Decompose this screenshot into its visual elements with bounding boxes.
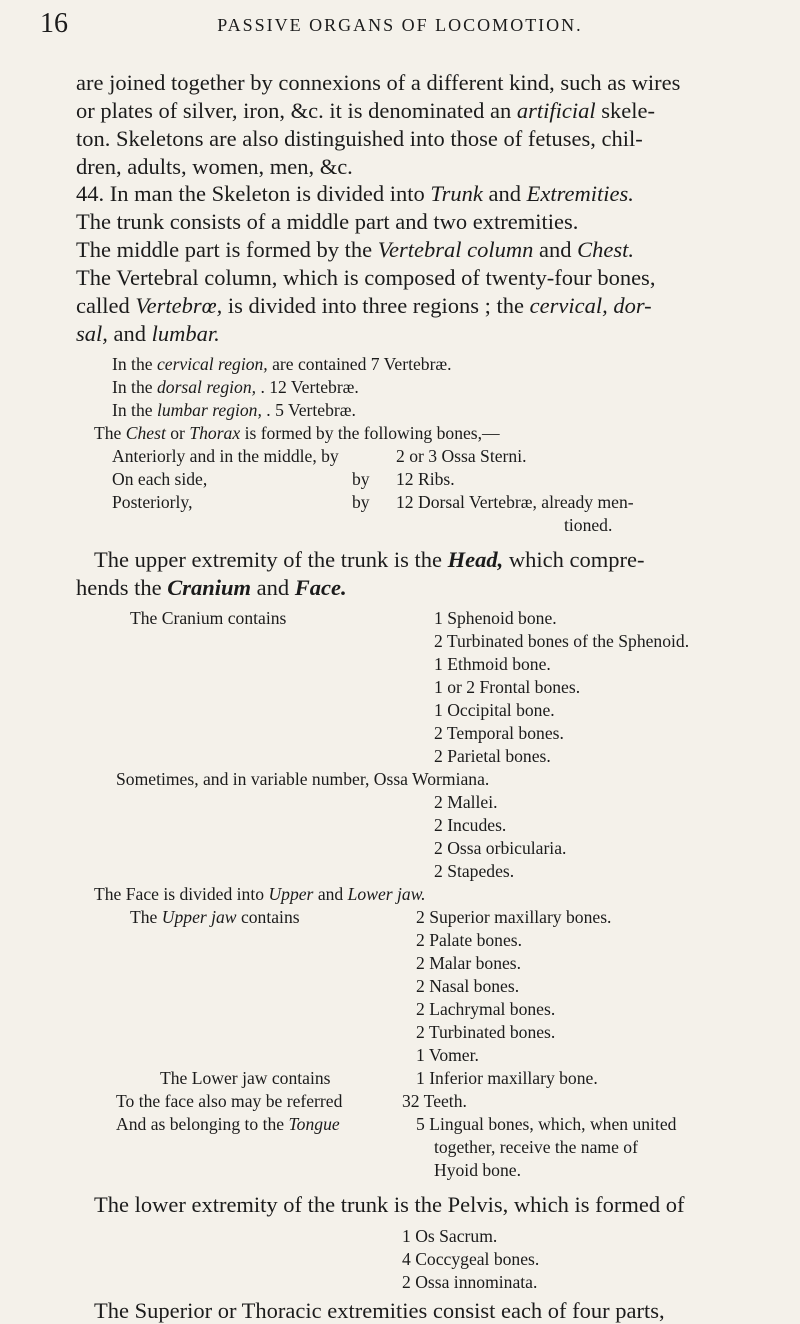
section-44-line-1: 44. In man the Skeleton is divided into Trunk and Extremities. bbox=[76, 181, 634, 206]
cranium-item: 1 Ethmoid bone. bbox=[434, 654, 551, 674]
intro-line-3: ton. Skeletons are also distinguished into those of fetuses, chil- bbox=[76, 126, 643, 151]
page-header bbox=[0, 8, 800, 48]
ossa-wormiana-line: Sometimes, and in variable number, Ossa Wormiana. bbox=[116, 769, 490, 789]
teeth-item: 32 Teeth. bbox=[402, 1091, 467, 1111]
running-title: PASSIVE ORGANS OF LOCOMOTION. bbox=[217, 15, 583, 35]
section-44-line-3: The middle part is formed by the Vertebral column and Chest. bbox=[76, 237, 635, 262]
teeth-label: To the face also may be referred bbox=[116, 1091, 343, 1111]
lower-jaw-label: The Lower jaw contains bbox=[160, 1068, 331, 1088]
upper-jaw-item: 2 Turbinated bones. bbox=[416, 1022, 556, 1042]
section-44-line-6: sal, and lumbar. bbox=[76, 321, 220, 346]
chest-row-side: On each side, by 12 Ribs. bbox=[112, 469, 455, 489]
chest-intro: The Chest or Thorax is formed by the following bones,— bbox=[94, 423, 500, 443]
pelvis-item: 2 Ossa innominata. bbox=[402, 1272, 538, 1292]
tongue-item: 5 Lingual bones, which, when united bbox=[416, 1114, 677, 1134]
tongue-item-continued: Hyoid bone. bbox=[434, 1160, 521, 1180]
pelvis-item: 4 Coccygeal bones. bbox=[402, 1249, 540, 1269]
ear-bone-item: 2 Mallei. bbox=[434, 792, 498, 812]
ear-bone-item: 2 Stapedes. bbox=[434, 861, 515, 881]
upper-extremity-line-1: The upper extremity of the trunk is the Head, which compre- bbox=[94, 547, 645, 572]
intro-line-4: dren, adults, women, men, &c. bbox=[76, 154, 353, 179]
page-number: 16 bbox=[40, 8, 68, 39]
upper-jaw-item: 2 Lachrymal bones. bbox=[416, 999, 556, 1019]
upper-jaw-item: 2 Nasal bones. bbox=[416, 976, 520, 996]
chest-row-posterior: Posteriorly, by 12 Dorsal Vertebræ, already men- bbox=[112, 492, 634, 512]
pelvis-item: 1 Os Sacrum. bbox=[402, 1226, 498, 1246]
cranium-item: 1 Occipital bone. bbox=[434, 700, 555, 720]
chest-continuation: tioned. bbox=[564, 515, 613, 535]
upper-jaw-item: 1 Vomer. bbox=[416, 1045, 479, 1065]
lower-jaw-item: 1 Inferior maxillary bone. bbox=[416, 1068, 598, 1088]
superior-extremities-line-1: The Superior or Thoracic extremities consist each of four parts, bbox=[94, 1298, 665, 1323]
ear-bone-item: 2 Ossa orbicularia. bbox=[434, 838, 567, 858]
lower-extremity-line: The lower extremity of the trunk is the Pelvis, which is formed of bbox=[94, 1192, 685, 1217]
face-intro: The Face is divided into Upper and Lower jaw. bbox=[94, 884, 426, 904]
region-lumbar: In the lumbar region, . 5 Vertebræ. bbox=[112, 400, 356, 420]
upper-jaw-label: The Upper jaw contains bbox=[130, 907, 300, 927]
cranium-item: 2 Parietal bones. bbox=[434, 746, 551, 766]
tongue-item-continued: together, receive the name of bbox=[434, 1137, 638, 1157]
section-44-line-4: The Vertebral column, which is composed of twenty-four bones, bbox=[76, 265, 656, 290]
section-44-line-5: called Vertebrœ, is divided into three regions ; the cervical, dor- bbox=[76, 293, 652, 318]
upper-jaw-item: 2 Malar bones. bbox=[416, 953, 522, 973]
cranium-label: The Cranium contains bbox=[130, 608, 287, 628]
upper-jaw-item: 2 Superior maxillary bones. bbox=[416, 907, 612, 927]
cranium-item: 1 or 2 Frontal bones. bbox=[434, 677, 581, 697]
tongue-label: And as belonging to the Tongue bbox=[116, 1114, 340, 1134]
cranium-item: 2 Turbinated bones of the Sphenoid. bbox=[434, 631, 690, 651]
upper-extremity-line-2: hends the Cranium and Face. bbox=[76, 575, 347, 600]
cranium-item: 1 Sphenoid bone. bbox=[434, 608, 557, 628]
upper-jaw-item: 2 Palate bones. bbox=[416, 930, 523, 950]
section-44-line-2: The trunk consists of a middle part and two extremities. bbox=[76, 209, 579, 234]
cranium-item: 2 Temporal bones. bbox=[434, 723, 564, 743]
ear-bone-item: 2 Incudes. bbox=[434, 815, 507, 835]
region-dorsal: In the dorsal region, . 12 Vertebræ. bbox=[112, 377, 359, 397]
intro-line-2: or plates of silver, iron, &c. it is denominated an artificial skele- bbox=[76, 98, 655, 123]
chest-row-anterior: Anteriorly and in the middle, by 2 or 3 Ossa Sterni. bbox=[112, 446, 527, 466]
region-cervical: In the cervical region, are contained 7 Vertebræ. bbox=[112, 354, 452, 374]
intro-line-1: are joined together by connexions of a different kind, such as wires bbox=[76, 70, 681, 95]
